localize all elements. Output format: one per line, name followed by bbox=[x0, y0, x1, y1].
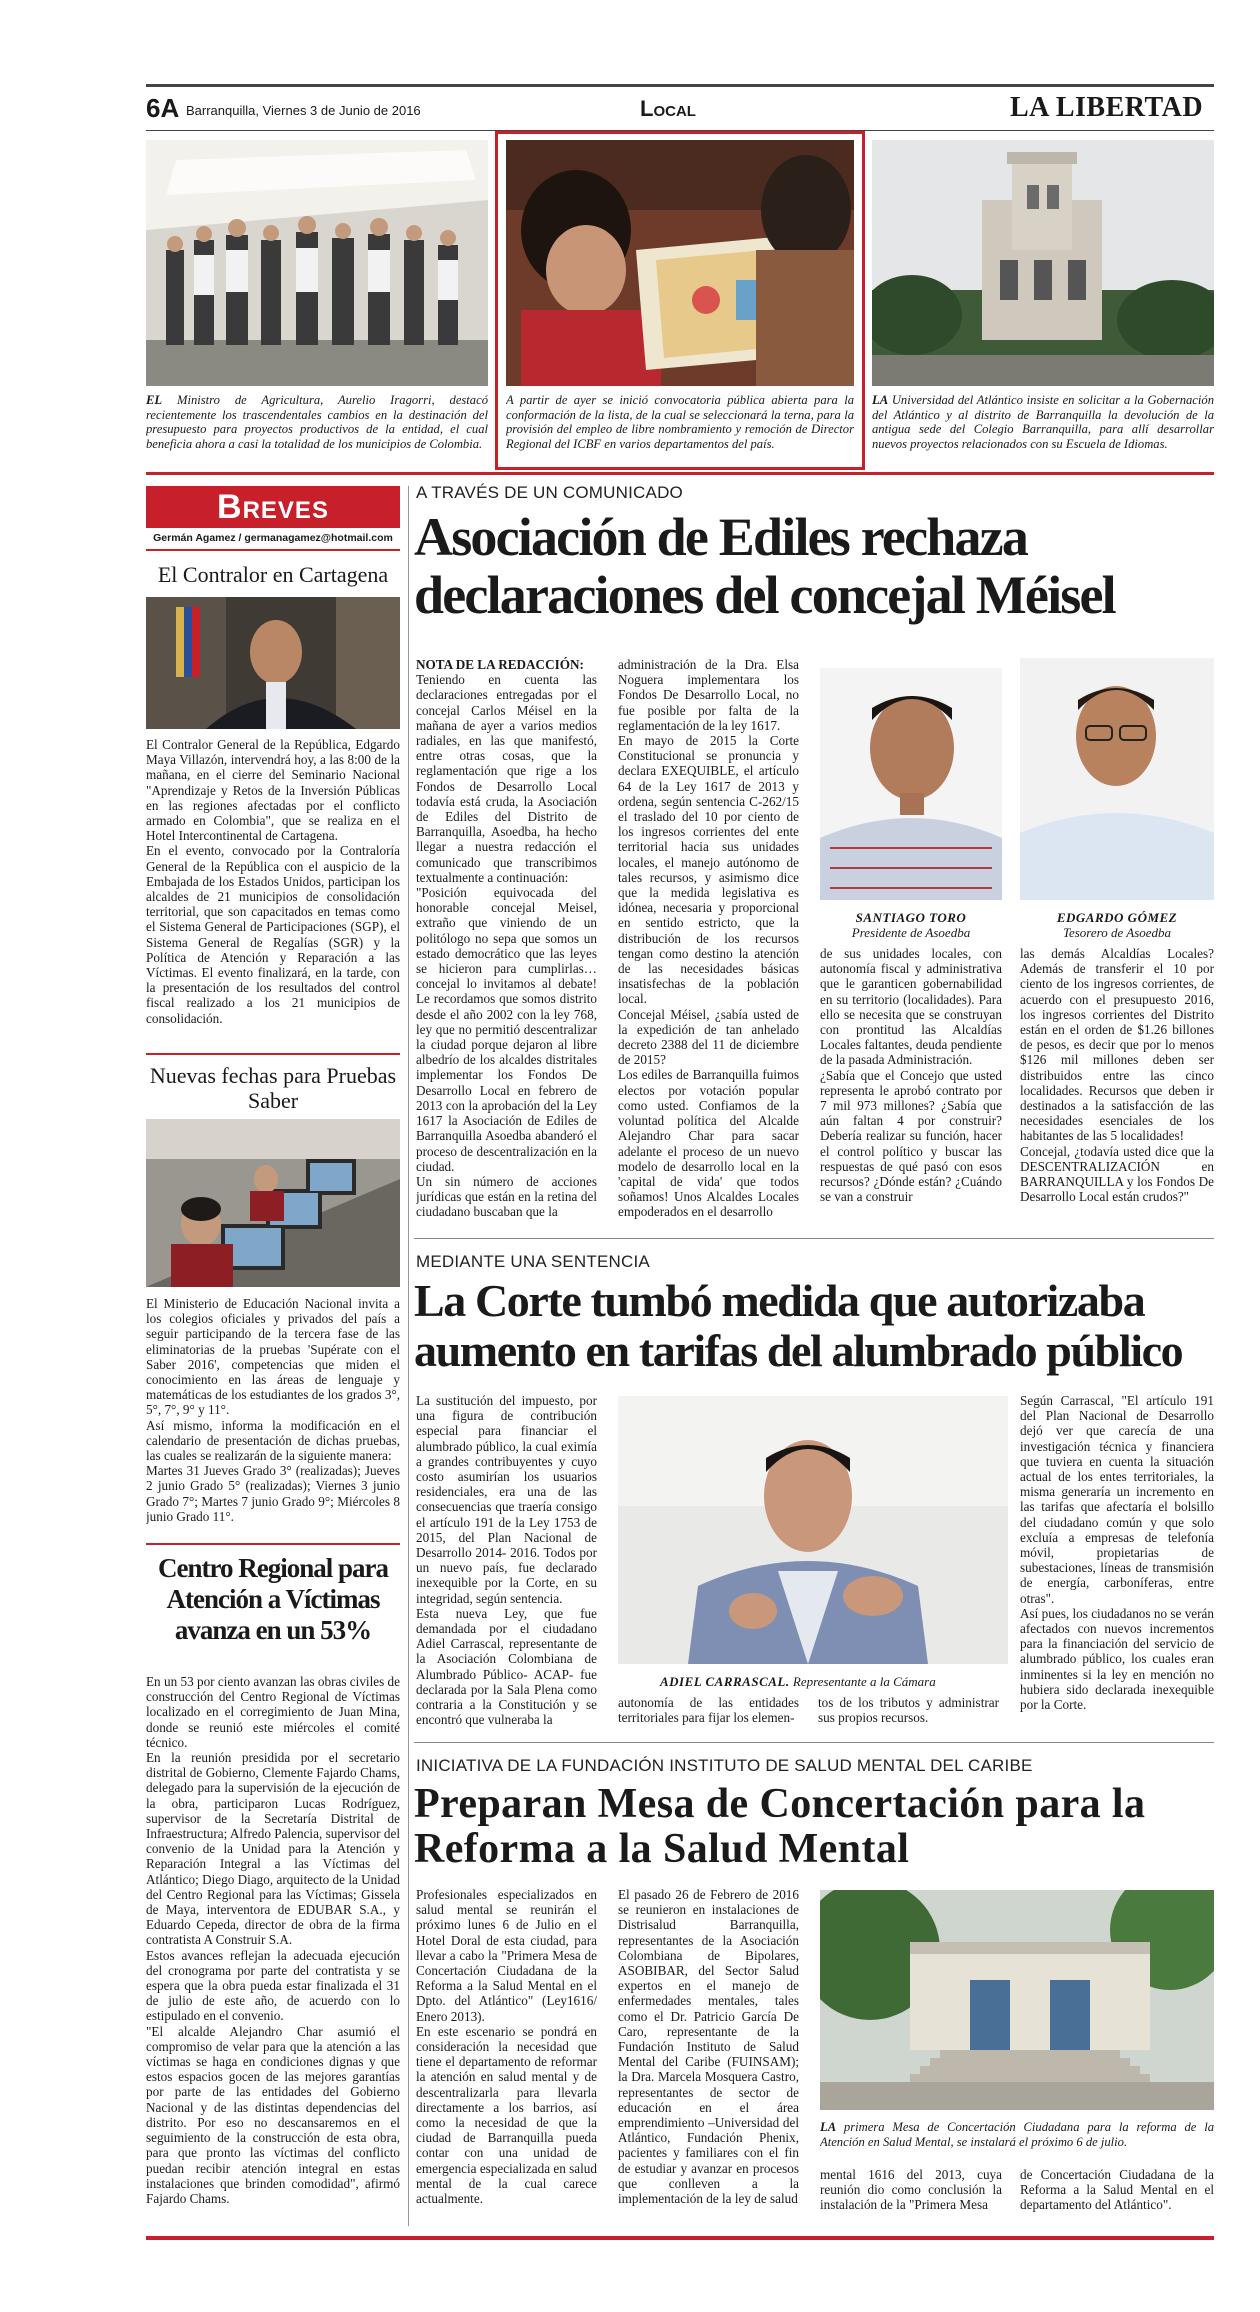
brief1-body: El Contralor General de la República, Edgardo Maya Villazón, intervendrá hoy, a las 8:00 de la mañana, en el cierre del Seminario Nacional "Aprendizaje y Retos de la Inversión Públicas en las regiones afectadas por el conflicto armado en Colombia", que se realiza en el Hotel Intercontinental de Cartagena. En el evento, convocado por la Contraloría General de la República con el auspicio de la Embajada de los Estados Unidos, participan los alcaldes de 21 municipios de consolidación territorial, que son capacitados en temas como el Sistema General de Participaciones (SGP), el Sistema General de Regalías (SGR) y la Política de Atención y Reparación a las Víctimas. El evento finalizará, en la tarde, con la presentación de los resultados del control fiscal realizado a los 21 municipios de consolidación. bbox=[146, 737, 400, 1026]
header-date: Barranquilla, Viernes 3 de Junio de 2016 bbox=[186, 103, 421, 118]
brief2-body: El Ministerio de Educación Nacional invita a los colegios oficiales y privados del país a seguir participando de la tercera fase de las eliminatorias de la pruebas 'Supérate con el Saber 2016', competencias que miden el conocimiento en las áreas de lenguaje y matemáticas de los estudiantes de los grados 3°, 5°, 7°, 9° y 11°. Así mismo, informa la modificación en el calendario de presentación de dichas pruebas, las cuales se realizarán de la siguiente manera: Martes 31 Jueves Grado 3° (realizadas); Jueves 2 junio Grado 5° (realizadas); Viernes 3 junio Grado 7°; Martes 7 junio Grado 9°; Miércoles 8 junio Grado 11°. bbox=[146, 1296, 400, 1524]
contralor-photo bbox=[146, 597, 400, 729]
person1-role: Presidente de Asoedba bbox=[851, 925, 971, 940]
page-number: 6A bbox=[146, 93, 180, 123]
breves-divider bbox=[408, 486, 409, 2226]
person2-role: Tesorero de Asoedba bbox=[1062, 925, 1172, 940]
health-building-photo bbox=[820, 1890, 1214, 2110]
minister-event-photo bbox=[146, 140, 488, 386]
article2-kicker: MEDIANTE UNA SENTENCIA bbox=[416, 1252, 650, 1271]
photo2-caption: A partir de ayer se inició convocatoria pública abierta para la conformación de la lista, de la cual se seleccionará la terna, para la provisión del empleo de libre nombramiento y remoción de Director Regional del ICBF en varios departamentos del país. bbox=[506, 393, 854, 451]
article1-headline: Asociación de Ediles rechaza declaraciones del concejal Méisel bbox=[414, 507, 1115, 625]
santiago-toro-photo bbox=[820, 668, 1002, 900]
brief1-end-rule bbox=[146, 1053, 400, 1055]
article3-col2: El pasado 26 de Febrero de 2016 se reunieron en instalaciones de Distrisalud Barranquilla, representantes de la Asociación Colombiana de Bipolares, ASOBIBAR, del Sector Salud expertos en el manejo de enfermedades mentales, tales como el Dr. Patricio García De Caro, representante de la Fundación Instituto de Salud Mental del Caribe (FUINSAM); la Dra. Marcela Mosquera Castro, representantes de sector de educación en el área emprendimiento –Universidad del Atlántico, Fundación Phenix, pacientes y familiares con el fin de estudiar y avanzar en procesos que conlleven a la implementación de la ley de salud bbox=[618, 1887, 799, 2207]
article1-col2: administración de la Dra. Elsa Noguera implementara los Fondos De Desarrollo Local, no fue posible por falta de la reglamentación de la ley 1617. En mayo de 2015 la Corte Constitucional se pronuncia y declara EXEQUIBLE, el artículo 64 de la Ley 1617 de 2013 y ordena, según sentencia C-262/15 el traslado del 10 por ciento de los ingresos corrientes del ente territorial hacia sus unidades locales, el manejo autónomo de tales recursos, y asimismo dice que la medida legislativa es idónea, necesaria y proporcional en sentido estricto, que la distribución de los recursos tengan como destino la atención de las necesidades básicas insatisfechas de la población local. Concejal Méisel, ¿sabía usted de la expedición de tan anhelado decreto 2388 del 11 de diciembre de 2015? Los ediles de Barranquilla fuimos electos por votación popular como usted. Confiamos de la voluntad política del Alcalde Alejandro Char para sacar adelante el proceso de un nuevo modelo de desarrollo local en la 'capital de vida' que todos soñamos! Unos Alcaldes Locales empoderados en el desarrollo bbox=[618, 657, 799, 1219]
article2-end-rule bbox=[414, 1742, 1214, 1743]
brief1-title: El Contralor en Cartagena bbox=[157, 562, 389, 587]
footer-rule bbox=[146, 2236, 1214, 2240]
article3-headline: Preparan Mesa de Concertación para la Reforma a la Salud Mental bbox=[414, 1781, 1146, 1872]
article1-kicker: A TRAVÉS DE UN COMUNICADO bbox=[416, 483, 683, 502]
article3-col4: de Concertación Ciudadana de la Reforma a la Salud Mental en el departamento del Atlántico". bbox=[1020, 2167, 1214, 2213]
article2-caption: ADIEL CARRASCAL. Representante a la Cámara bbox=[660, 1674, 936, 1689]
article2-col1: La sustitución del impuesto, por una figura de contribución especial para financiar el alumbrado público, la cual eximía a grandes contribuyentes y cuyo costo asumirían los usuarios residenciales, era una de las consecuencias que traería consigo el artículo 191 de la Ley 1753 de 2015, del Plan Nacional de Desarrollo 2014- 2016. Todos por un nuevo país, fue declarado inexequible por la Corte, en su integridad, según sentencia. Esta nueva Ley, que fue demandada por el ciudadano Adiel Carrascal, representante de la Asociación Colombiana de Alumbrado Público- ACAP- fue declarada por la Sala Plena como contraria a la Constitución y se encontró que vulneraba la bbox=[416, 1393, 597, 1728]
top-photos-bottom-rule bbox=[146, 472, 1214, 475]
students-computers-photo bbox=[146, 1119, 400, 1287]
brief3-title: Centro Regional para Atención a Víctimas avanza en un 53% bbox=[158, 1553, 388, 1645]
person1-name: SANTIAGO TORO bbox=[855, 910, 967, 925]
section-name: Local bbox=[640, 96, 696, 121]
brief3-body: En un 53 por ciento avanzan las obras civiles de construcción del Centro Regional de Víctimas localizado en el corregimiento de Juan Mina, donde se reunió este miércoles el comité técnico. En la reunión presidida por el secretario distrital de Gobierno, Clemente Fajardo Chams, delegado para la supervisión de la ejecución de la obra, participaron Lucas Rodríguez, supervisor de la Secretaría Distrital de Infraestructura; Alfredo Palencia, supervisor del convenio de la Unidad para la Atención y Reparación Integral a las Víctimas del Atlántico; Diego Diago, arquitecto de la Unidad del Centro Regional para las Víctimas; Gissela de Maya, interventora de EDUBAR S.A., y Eduardo Cepeda, director de obra de la firma contratista A Construir S.A. Estos avances reflejan la adecuada ejecución del cronograma por parte del contratista y se espera que la obra pueda estar finalizada el 31 de julio de este año, de acuerdo con lo estipulado en el convenio. "El alcalde Alejandro Char asumió el compromiso de velar para que la atención a las víctimas se haga en condiciones dignas y que estos espacios gocen de las mejores garantías por parte de las entidades del Gobierno Nacional y de las distintas dependencias del distrito. Por eso no descansaremos en el seguimiento de la construcción de esta obra, para que pronto las víctimas del conflicto puedan recibir atención integral en estas instalaciones que brinden comodidad", afirmó Fajardo Chams. bbox=[146, 1674, 400, 2206]
article1-col3: de sus unidades locales, con autonomía fiscal y administrativa que le garanticen gobernabilidad en su territorio (localidades). Para ello se necesita que se construyan con prontitud las Alcaldías Locales faltantes, deuda pendiente de la pasada Administración. ¿Sabía que el Concejo que usted representa le aprobó contrato por 7 mil 973 millones? ¿Sabía que aún faltan 4 por construir? Debería realizar su función, hacer el control político y buscar las respuestas de qué pasó con esos recursos? ¿Dónde están? ¿Cuándo se van a construir bbox=[820, 946, 1002, 1205]
breves-byline: Germán Agamez / germanagamez@hotmail.com bbox=[153, 532, 393, 544]
article1-col4: las demás Alcaldías Locales? Además de transferir el 10 por ciento de los ingresos corrientes, de acuerdo con el presupuesto 2016, los ingresos corrientes del Distrito están en el orden de $1.26 billones de pesos, es decir que por lo menos $126 mil millones deben ser distribuidos entre las cinco localidades. Recursos que deben ir destinados a la satisfacción de las necesidades esenciales de los habitantes de las 5 localidades! Concejal, ¿todavía usted dice que la DESCENTRALIZACIÓN en BARRANQUILLA y los Fondos De Desarrollo Local están crudos?" bbox=[1020, 946, 1214, 1205]
article3-caption: LA primera Mesa de Concertación Ciudadana para la reforma de la Atención en Salud Mental, se instalará el próximo 6 de julio. bbox=[820, 2120, 1214, 2149]
photo3-caption: LA Universidad del Atlántico insiste en solicitar a la Gobernación del Atlántico y al distrito de Barranquilla la devolución de la antigua sede del Colegio Barranquilla, para allí desarrollar nuevos proyectos relacionados con su Escuela de Idiomas. bbox=[872, 393, 1214, 451]
child-reading-photo bbox=[506, 140, 854, 386]
article2-col2: autonomía de las entidades territoriales para fijar los elemen- bbox=[618, 1695, 799, 1726]
header-top-rule bbox=[146, 84, 1214, 87]
masthead: LA LIBERTAD bbox=[1010, 92, 1204, 123]
article2-col4: Según Carrascal, "El artículo 191 del Plan Nacional de Desarrollo dejó ver que carecía de una investigación técnica y financiera que tuviera en cuenta la situación actual de los entes territoriales, la misma generaría un incremento en las tarifas que afectaría el bolsillo del ciudadano común y que solo excluía a empresas de telefonía móvil, propietarias de subestaciones, líneas de transmisión de energía, carboníferas, entre otras". Así pues, los ciudadanos no se verán afectados con nuevos incrementos para la financiación del servicio de alumbrado público, los cuales eran inminentes si la ley en mención no hubiera sido declarada inexequible por la Corte. bbox=[1020, 1393, 1214, 1713]
edgardo-gomez-photo bbox=[1020, 658, 1214, 900]
article1-end-rule bbox=[414, 1238, 1214, 1239]
article3-col3: mental 1616 del 2013, cuya reunión dio como conclusión la instalación de la "Primera Mesa bbox=[820, 2167, 1002, 2213]
person2-name: EDGARDO GÓMEZ bbox=[1056, 910, 1178, 925]
article2-headline: La Corte tumbó medida que autorizaba aumento en tarifas del alumbrado público bbox=[414, 1275, 1183, 1376]
brief2-end-rule bbox=[146, 1543, 400, 1545]
article2-col3: tos de los tributos y administrar sus propios recursos. bbox=[818, 1695, 999, 1726]
article3-col1: Profesionales especializados en salud mental se reunirán el próximo lunes 6 de Julio en el Hotel Doral de esta ciudad, para llevar a cabo la "Primera Mesa de Concertación Ciudadana de la Reforma a la Salud Mental en el Dpto. del Atlántico" (Ley1616/ Enero 2013). En este escenario se pondrá en consideración la necesidad que tiene el departamento de reformar la atención en salud mental y de descentralizarla para llevarla directamente a los barrios, así como la necesidad de que la ciudad de Barranquilla pueda contar con una unidad de emergencia especializada en salud mental de la cual carece actualmente. bbox=[416, 1887, 597, 2207]
brief2-title: Nuevas fechas para Pruebas Saber bbox=[149, 1063, 397, 1113]
photo1-caption: EL Ministro de Agricultura, Aurelio Iragorri, destacó recientemente los trascendentales cambios en la destinación del presupuesto para proyectos productivos de la entidad, el cual beneficia ahora a casi la totalidad de los municipios de Colombia. bbox=[146, 393, 488, 451]
adiel-carrascal-photo bbox=[618, 1396, 1008, 1664]
breves-byline-rule bbox=[146, 549, 400, 551]
university-building-photo bbox=[872, 140, 1214, 386]
article1-col1: NOTA DE LA REDACCIÓN: Teniendo en cuenta las declaraciones entregadas por el concejal Carlos Méisel en la mañana de ayer a varios medios radiales, en las que manifestó, entre otras cosas, que la reglamentación que rige a los Fondos de Desarrollo Local todavía está cruda, la Asociación de Ediles del Distrito de Barranquilla, Asoedba, ha hecho llegar a nuestra redacción el comunicado que transcribimos textualmente a continuación: "Posición equivocada del honorable concejal Meisel, extraño que viniendo de un politólogo no sepa que somos un estado democrático que las leyes se hicieron para cumplirlas…concejal lo invitamos al debate! Le recordamos que somos distrito desde el año 2002 con la ley 768, ley que no permitió descentralizar la ciudad porque dejaron al libre albedrío de los alcaldes distritales implementar los Fondos De Desarrollo Local en febrero de 2013 con la aprobación del la Ley 1617 la Asociación de Ediles de Barranquilla Asoedba abanderó el proceso de descentralización en la ciudad. Un sin número de acciones jurídicas que están en la retina del ciudadano buscaban que la bbox=[416, 657, 597, 1219]
breves-title: Breves bbox=[146, 486, 400, 528]
article3-kicker: INICIATIVA DE LA FUNDACIÓN INSTITUTO DE SALUD MENTAL DEL CARIBE bbox=[416, 1756, 1033, 1775]
